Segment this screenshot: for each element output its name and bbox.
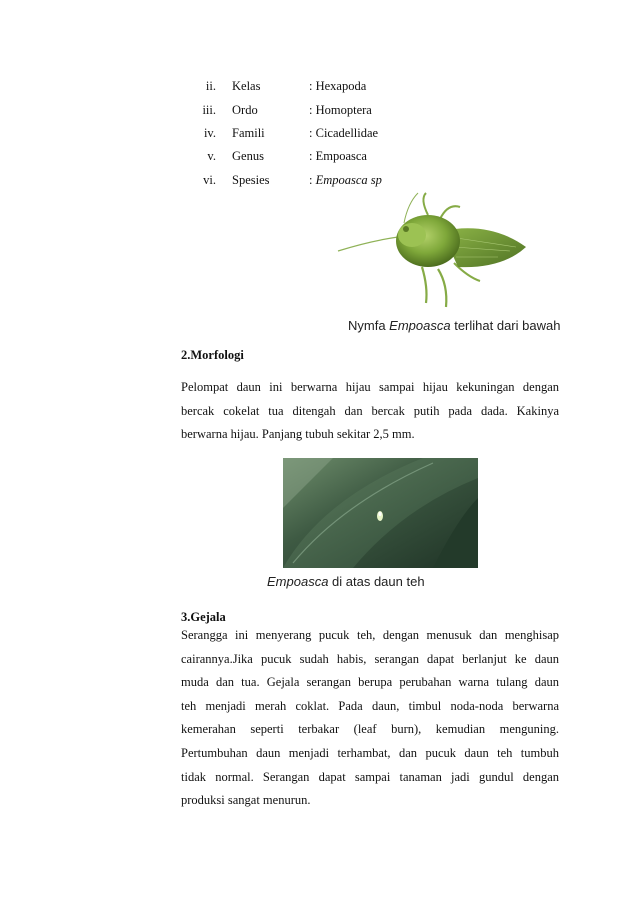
paragraph-line: bercak cokelat tua ditengah dan bercak putih pada dada. Kakinya [181, 403, 559, 418]
paragraph-line: tidak normal. Serangan dapat sampai tanaman jadi gundul dengan [181, 769, 559, 784]
taxonomy-key: Ordo [232, 103, 258, 117]
paragraph-line: teh menjadi merah coklat. Pada daun, timbul noda-noda berwarna [181, 698, 559, 713]
taxonomy-number: iv. [203, 126, 216, 140]
paragraph-line: Serangga ini menyerang pucuk teh, dengan menusuk dan menghisap [181, 628, 559, 642]
taxonomy-value: : Cicadellidae [309, 126, 379, 140]
taxonomy-key: Famili [232, 126, 265, 140]
leaf-figure [267, 458, 478, 593]
paragraph-line: produksi sangat menurun. [181, 793, 311, 808]
empoasca-on-leaf-image [283, 458, 478, 568]
nymph-figure [330, 185, 560, 340]
taxonomy-number: vi. [203, 173, 216, 187]
nymph-insect-image [330, 185, 560, 320]
taxonomy-key: Kelas [232, 79, 261, 93]
taxonomy-value: : Hexapoda [309, 79, 367, 93]
paragraph-line: berwarna hijau. Panjang tubuh sekitar 2,5 mm. [181, 427, 415, 442]
taxonomy-value: : Empoasca sp [309, 173, 382, 187]
taxonomy-key: Genus [232, 149, 264, 163]
paragraph-gejala [181, 624, 559, 813]
taxonomy-number: ii. [205, 79, 216, 93]
section-heading-morfologi: 2.Morfologi [181, 348, 244, 362]
taxonomy-key: Spesies [232, 173, 270, 187]
leaf-figure-caption: Empoasca di atas daun teh [267, 574, 425, 589]
paragraph-morfologi [181, 376, 559, 447]
paragraph-line: Pertumbuhan daun menjadi terhambat, dan pucuk daun teh tumbuh [181, 745, 559, 760]
taxonomy-value: : Homoptera [309, 103, 372, 117]
nymph-figure-caption: Nymfa Empoasca terlihat dari bawah [348, 318, 561, 333]
taxonomy-number: iii. [202, 103, 216, 117]
paragraph-line: muda dan tua. Gejala serangan berupa perubahan warna tulang daun [181, 675, 559, 690]
taxonomy-number: v. [207, 149, 216, 163]
taxonomy-value: : Empoasca [309, 149, 367, 163]
paragraph-line: Pelompat daun ini berwarna hijau sampai hijau kekuningan dengan [181, 380, 559, 394]
paragraph-line: kemerahan seperti terbakar (leaf burn), kemudian menguning. [181, 722, 559, 737]
section-heading-gejala: 3.Gejala [181, 610, 226, 624]
paragraph-line: cairannya.Jika pucuk sudah habis, serangan dapat berlanjut ke daun [181, 651, 559, 666]
